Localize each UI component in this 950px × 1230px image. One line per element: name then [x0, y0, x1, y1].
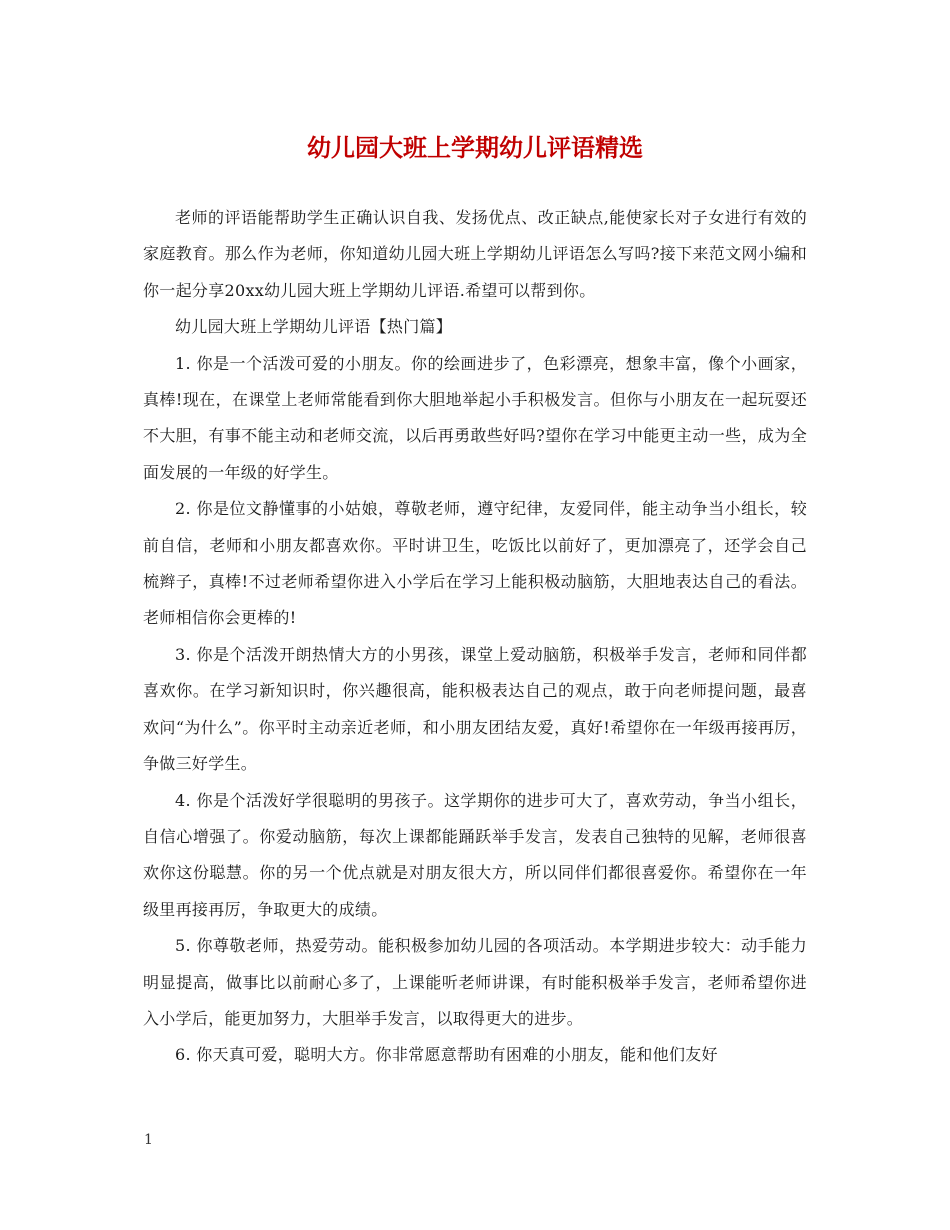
comment-paragraph-1: 1. 你是一个活泼可爱的小朋友。你的绘画进步了，色彩漂亮，想象丰富，像个小画家，真棒!现在，在课堂上老师常能看到你大胆地举起小手积极发言。但你与小朋友在一起玩耍还不大胆，有事不能主动和老师交流，以后再勇敢些好吗?望你在学习中能更主动一些，成为全面发展的一年级的好学生。 [143, 353, 807, 482]
comment-paragraph-6: 6. 你天真可爱，聪明大方。你非常愿意帮助有困难的小朋友，能和他们友好 [175, 1045, 718, 1065]
comment-paragraph-5: 5. 你尊敬老师，热爱劳动。能积极参加幼儿园的各项活动。本学期进步较大：动手能力明显提高，做事比以前耐心多了，上课能听老师讲课，有时能积极举手发言，老师希望你进入小学后，能更加努力，大胆举手发言，以取得更大的进步。 [143, 936, 807, 1028]
page-number: 1 [144, 1132, 153, 1148]
comment-paragraph-4: 4. 你是个活泼好学很聪明的男孩子。这学期你的进步可大了，喜欢劳动，争当小组长，自信心增强了。你爱动脑筋，每次上课都能踊跃举手发言，发表自己独特的见解，老师很喜欢你这份聪慧。你的另一个优点就是对朋友很大方，所以同伴们都很喜爱你。希望你在一年级里再接再厉，争取更大的成绩。 [143, 790, 807, 919]
intro-paragraph: 老师的评语能帮助学生正确认识自我、发扬优点、改正缺点,能使家长对子女进行有效的家庭教育。那么作为老师，你知道幼儿园大班上学期幼儿评语怎么写吗?接下来范文网小编和你一起分享20xx幼儿园大班上学期幼儿评语.希望可以帮到你。 [143, 208, 807, 300]
comment-paragraph-2: 2. 你是位文静懂事的小姑娘，尊敬老师，遵守纪律，友爱同伴，能主动争当小组长，较前自信，老师和小朋友都喜欢你。平时讲卫生，吃饭比以前好了，更加漂亮了，还学会自己梳辫子，真棒!不过老师希望你进入小学后在学习上能积极动脑筋，大胆地表达自己的看法。老师相信你会更棒的! [143, 499, 807, 628]
document-body [143, 200, 807, 1074]
section-heading: 幼儿园大班上学期幼儿评语【热门篇】 [175, 317, 453, 337]
comment-paragraph-3: 3. 你是个活泼开朗热情大方的小男孩，课堂上爱动脑筋，积极举手发言，老师和同伴都喜欢你。在学习新知识时，你兴趣很高，能积极表达自己的观点，敢于向老师提问题，最喜欢问“为什么”。你平时主动亲近老师，和小朋友团结友爱，真好!希望你在一年级再接再厉，争做三好学生。 [143, 644, 807, 774]
document-title: 幼儿园大班上学期幼儿评语精选 [307, 133, 643, 162]
